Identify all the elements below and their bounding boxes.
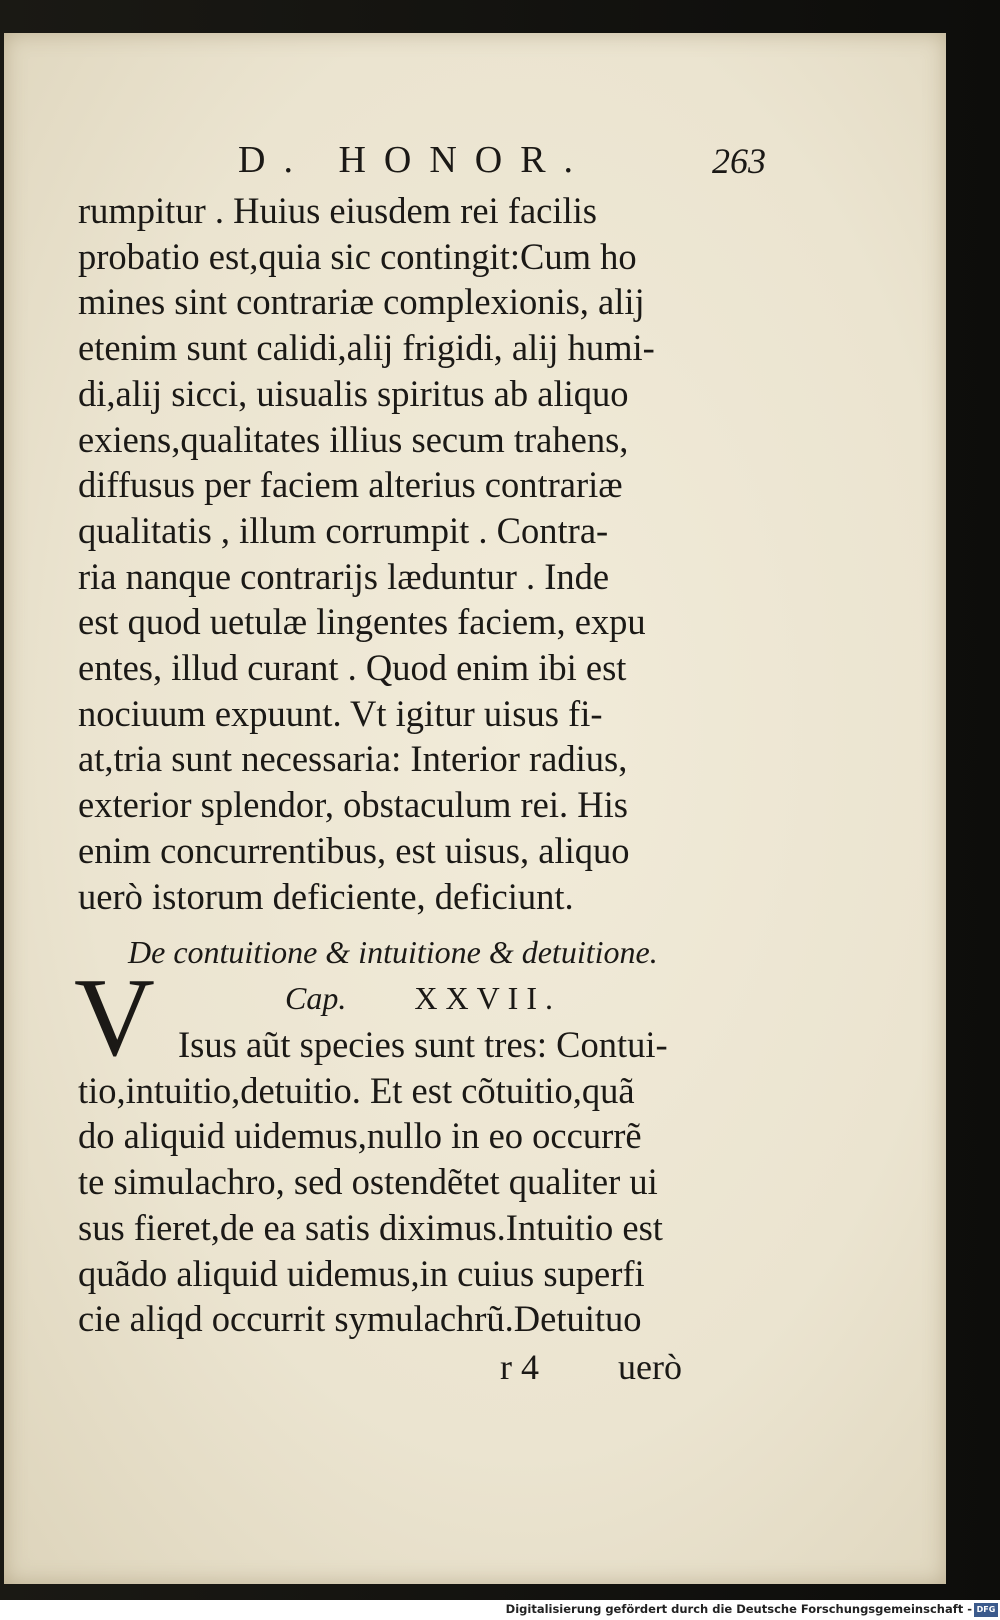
text-line: qualitatis , illum corrumpit . Contra-: [78, 509, 609, 551]
credit-bar: [0, 1600, 1000, 1620]
chapter-roman-numeral: XXVII.: [414, 980, 561, 1016]
text-line: exterior splendor, obstaculum rei. His: [78, 784, 628, 826]
catchword: uerò: [618, 1347, 682, 1387]
text-line: rumpitur . Huius eiusdem rei facilis: [78, 190, 598, 231]
funding-credit: Digitalisierung gefördert durch die Deutsche Forschungsgemeinschaft -: [505, 1602, 972, 1616]
text-line: est quod uetulæ lingentes faciem, expu: [78, 601, 646, 643]
chapter-text: [78, 1022, 766, 1342]
text-line: uerò istorum deficiente, deficiunt.: [78, 875, 574, 917]
signature-mark: r 4: [500, 1347, 539, 1387]
text-line: cie aliqd occurrit symulachrũ.Detuituo: [78, 1298, 642, 1340]
text-line: quãdo aliquid uidemus,in cuius superfi: [78, 1252, 645, 1294]
text-line: do aliquid uidemus,nullo in eo occurrẽ: [78, 1115, 642, 1157]
text-line: entes, illud curant . Quod enim ibi est: [78, 647, 627, 689]
text-line: Isus aũt species sunt tres: Contui-: [178, 1024, 668, 1065]
text-line: sus fieret,de ea satis diximus.Intuitio est: [78, 1206, 663, 1248]
text-line: probatio est,quia sic contingit:Cum ho: [78, 235, 637, 277]
dfg-logo: DFG: [974, 1603, 998, 1617]
body-text: [78, 188, 766, 919]
text-line: etenim sunt calidi,alij frigidi, alij humi-: [78, 327, 655, 369]
text-line: exiens,qualitates illius secum trahens,: [78, 418, 629, 460]
text-line: ria nanque contrarijs læduntur . Inde: [78, 555, 610, 597]
chapter-number: [285, 980, 561, 1017]
text-line: di,alij sicci, uisualis spiritus ab aliquo: [78, 372, 629, 414]
text-line: at,tria sunt necessaria: Interior radius,: [78, 738, 628, 780]
running-head: D. HONOR.: [238, 139, 592, 181]
text-line: tio,intuitio,detuitio. Et est cõtuitio,quã: [78, 1069, 635, 1111]
chapter-cap-label: Cap.: [285, 980, 347, 1016]
text-line: enim concurrentibus, est uisus, aliquo: [78, 829, 630, 871]
catchline: [500, 1346, 766, 1388]
page-number: 263: [712, 141, 766, 181]
text-line: te simulachro, sed ostendẽtet qualiter ui: [78, 1161, 658, 1203]
page-header: [78, 138, 766, 190]
drop-cap-initial: V: [74, 956, 155, 1080]
text-line: diffusus per faciem alterius contrariæ: [78, 464, 623, 506]
chapter-title: De contuitione & intuitione & detuitione.: [128, 934, 658, 970]
text-line: nociuum expuunt. Vt igitur uisus fi-: [78, 692, 603, 734]
text-line: mines sint contrariæ complexionis, alij: [78, 281, 645, 323]
